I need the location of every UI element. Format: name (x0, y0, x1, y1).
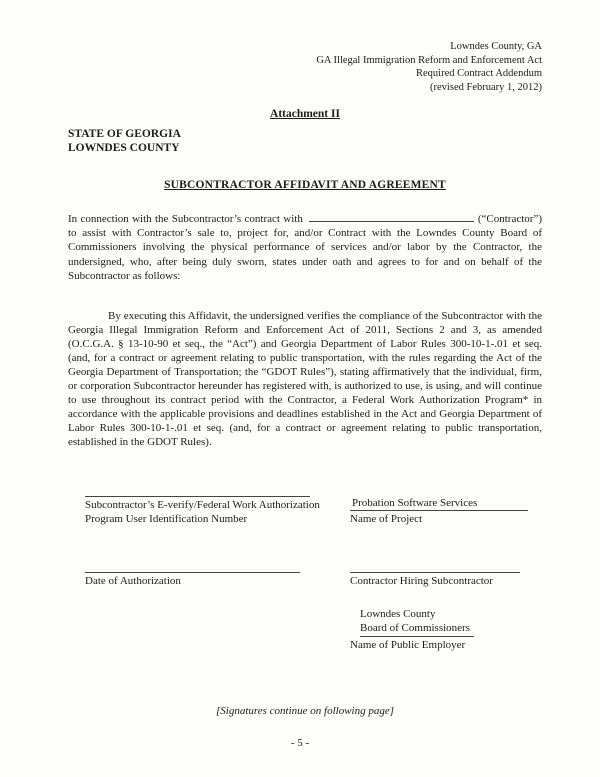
everify-blank-line (85, 485, 310, 497)
state-line-georgia: STATE OF GEORGIA (68, 127, 181, 140)
signatures-continuation-note: [Signatures continue on following page] (215, 705, 395, 718)
public-employer-block (350, 607, 542, 653)
date-authorization-label: Date of Authorization (85, 574, 181, 587)
attachment-title: Attachment II (270, 107, 340, 120)
state-block (68, 127, 542, 156)
document-title: SUBCONTRACTOR AFFIDAVIT AND AGREEMENT (164, 179, 446, 192)
project-name-value: Probation Software Services (350, 497, 528, 511)
signature-row-2 (85, 561, 542, 589)
contractor-hiring-block (350, 561, 542, 589)
document-header (68, 40, 542, 95)
paragraph-intro-part2: (“Contractor”) (477, 213, 542, 226)
contractor-hiring-blank-line (350, 561, 520, 573)
state-line-county: LOWNDES COUNTY (68, 141, 180, 154)
contractor-hiring-label: Contractor Hiring Subcontractor (350, 574, 493, 587)
header-line-county: Lowndes County, GA (450, 41, 542, 52)
public-employer-value (350, 607, 542, 638)
paragraph-intro-part3: to assist with Contractor’s sale to, project for, and/or Contract with the Lowndes County Board of Commissioners involving the physical performance of services and/or labor by the Contractor, the undersigned, who, after being duly sworn, states under oath and agrees to for and on behalf of the Subcontractor as follows: (68, 227, 542, 282)
public-employer-value-line2: Board of Commissioners (360, 621, 474, 637)
contractor-name-blank-line (309, 211, 474, 222)
header-line-revised: (revised February 1, 2012) (430, 81, 542, 93)
signature-section (85, 485, 542, 653)
date-authorization-block (85, 561, 350, 589)
everify-label: Subcontractor’s E-verify/Federal Work Authorization Program User Identification Number (85, 499, 320, 526)
paragraph-intro (68, 211, 542, 282)
public-employer-label: Name of Public Employer (350, 639, 466, 652)
header-line-addendum: Required Contract Addendum (416, 68, 542, 80)
header-line-act: GA Illegal Immigration Reform and Enforcement Act (316, 54, 542, 66)
paragraph-affidavit: By executing this Affidavit, the undersigned verifies the compliance of the Subcontractor with the Georgia Illegal Immigration Reform and Enforcement Act of 2011, Sections 2 and 3, as amended (O.C.G.A. § 13-10-90 et seq., the “Act”) and Georgia Department of Labor Rules 300-10-1-.01 et seq. (and, for a contract or agreement relating to public transportation, with the rules regarding the Act of the Georgia Department of Transportation; the “GDOT Rules”), stating affirmatively that the individual, firm, or corporation Subcontractor hereunder has registered with, is authorized to use, is using, and will continue to use throughout its contract period with the Contractor, a Federal Work Authorization Program* in accordance with the applicable provisions and deadlines established in the Act and Georgia Department of Labor Rules 300-10-1-.01 et seq. (and, for a contract or agreement relating to public transportation, established in the GDOT Rules). (68, 309, 542, 449)
project-block (350, 497, 542, 527)
date-authorization-blank-line (85, 561, 300, 573)
signature-row-1 (85, 485, 542, 527)
signature-row-3 (85, 589, 542, 653)
public-employer-value-line1: Lowndes County (360, 607, 436, 620)
everify-block (85, 485, 350, 527)
paragraph-intro-part1: In connection with the Subcontractor’s contract with (68, 213, 303, 226)
page-number: - 5 - (290, 737, 310, 749)
project-name-label: Name of Project (350, 513, 423, 526)
